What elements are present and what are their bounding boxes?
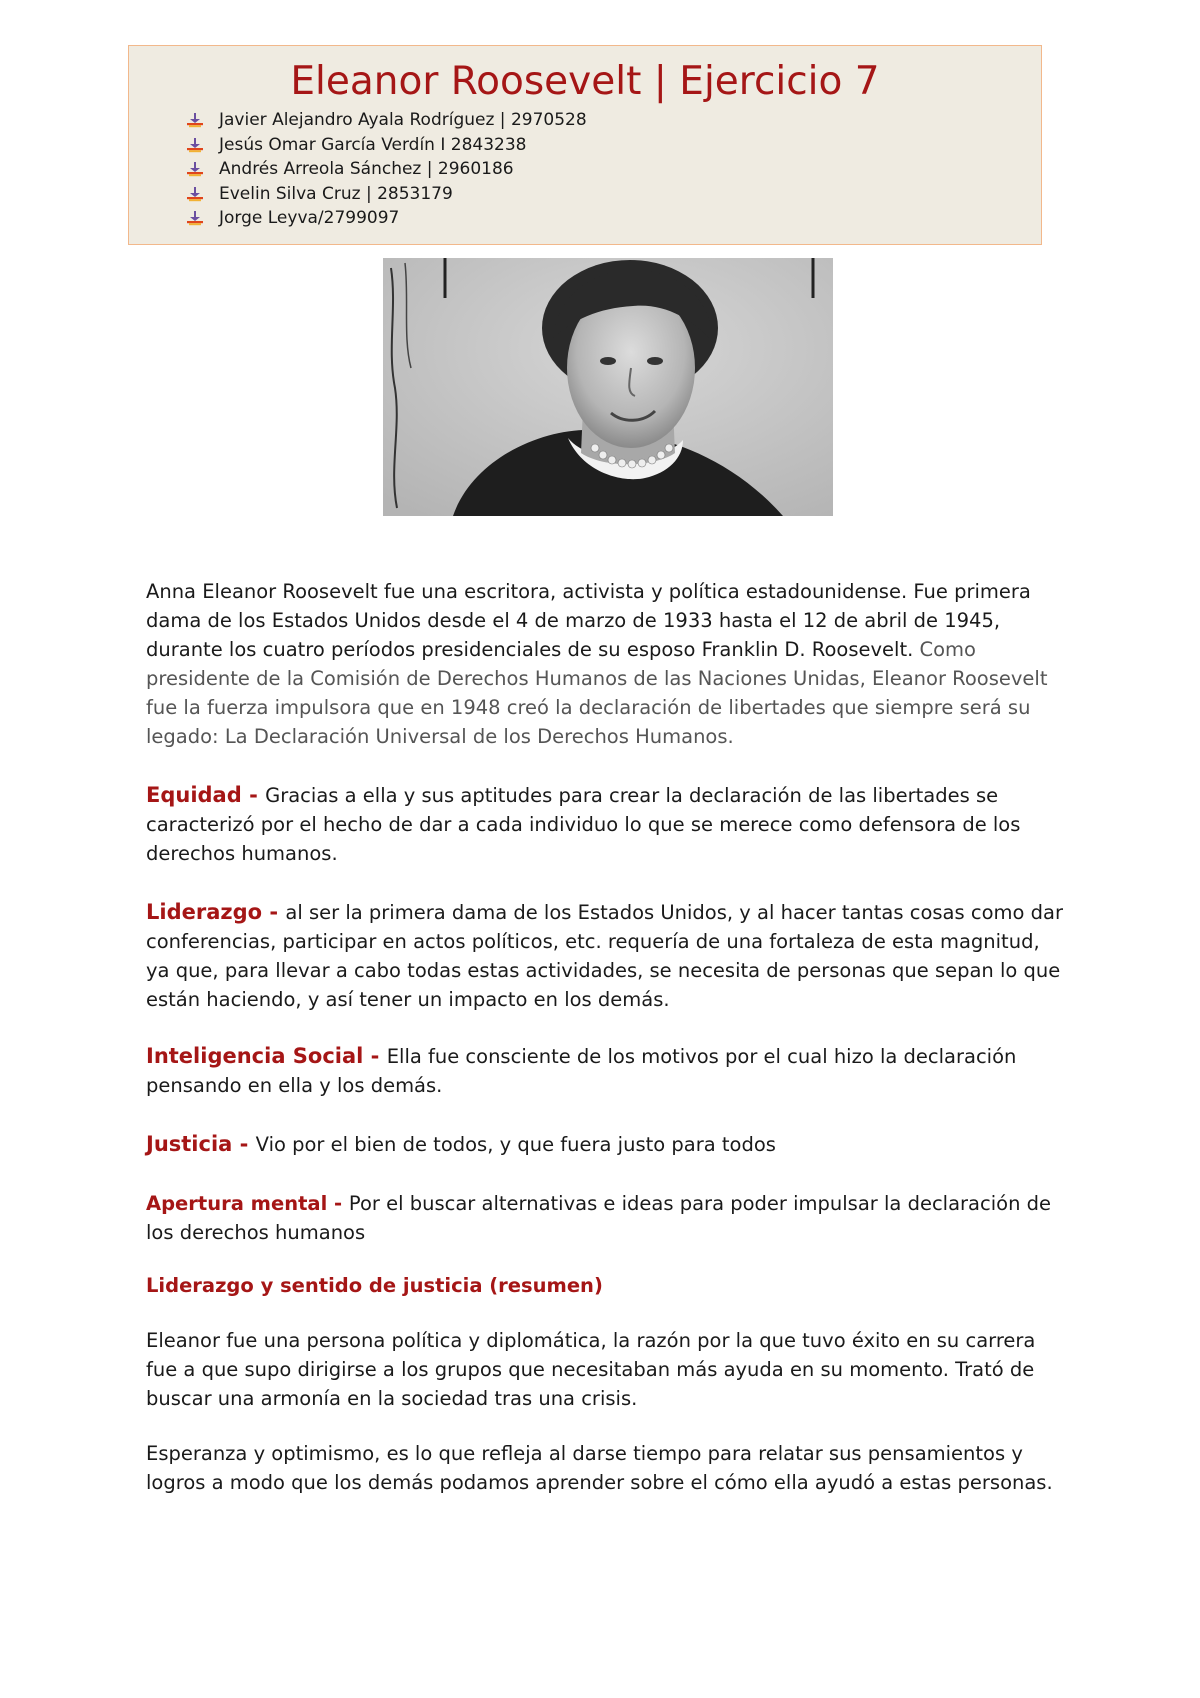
portrait-photo — [383, 258, 833, 516]
equidad-paragraph — [146, 781, 1066, 868]
justicia-text: Vio por el bien de todos, y que fuera justo para todos — [255, 1133, 776, 1156]
list-item — [185, 108, 587, 133]
list-item — [185, 206, 587, 231]
inteligencia-social-text: Ella fue consciente de los motivos por el cual hizo la declaración pensando en ella y los demás. — [146, 1045, 1017, 1097]
term-inteligencia-social: Inteligencia Social - — [146, 1044, 387, 1068]
member-name: Andrés Arreola Sánchez | 2960186 — [219, 159, 514, 179]
arrow-bullet-icon — [185, 113, 205, 128]
main-content — [146, 577, 1066, 1497]
liderazgo-paragraph — [146, 898, 1066, 1014]
member-name: Evelin Silva Cruz | 2853179 — [219, 183, 453, 204]
equidad-text: Gracias a ella y sus aptitudes para crear la declaración de las libertades se caracterizó por el hecho de dar a cada individuo lo que se merece como defensora de los derechos humanos. — [146, 784, 1021, 865]
arrow-bullet-icon — [185, 187, 205, 202]
member-name: Javier Alejandro Ayala Rodríguez | 2970528 — [219, 110, 587, 130]
list-item — [185, 182, 587, 207]
intro-text: Anna Eleanor Roosevelt fue una escritora, activista y política estadounidense. Fue primera dama de los Estados Unidos desde el 4 de marzo de 1933 hasta el 12 de abril de 1945, durante los cuatro períodos presidenciales de su esposo Franklin D. Roosevelt. — [146, 580, 1031, 661]
inteligencia-social-paragraph — [146, 1042, 1066, 1100]
apertura-mental-paragraph — [146, 1189, 1066, 1247]
member-name: Jesús Omar García Verdín I 2843238 — [219, 134, 527, 155]
term-liderazgo: Liderazgo - — [146, 900, 286, 924]
summary-paragraph-1: Eleanor fue una persona política y diplomática, la razón por la que tuvo éxito en su carrera fue a que supo dirigirse a los grupos que necesitaban más ayuda en su momento. Trató de buscar una armonía en la sociedad tras una crisis. — [146, 1329, 1036, 1410]
arrow-bullet-icon — [185, 138, 205, 153]
apertura-mental-text: Por el buscar alternativas e ideas para poder impulsar la declaración de los derechos humanos — [146, 1192, 1052, 1244]
intro-text-continued: Como presidente de la Comisión de Derechos Humanos de las Naciones Unidas, Eleanor Roosevelt fue la fuerza impulsora que en 1948 creó la declaración de libertades que siempre será su legado: La Declaración Universal de los Derechos Humanos. — [146, 638, 1048, 748]
page-title: Eleanor Roosevelt | Ejercicio 7 — [290, 59, 880, 104]
term-equidad: Equidad - — [146, 783, 266, 807]
list-item — [185, 157, 587, 182]
term-apertura-mental: Apertura mental - — [146, 1192, 349, 1215]
summary-paragraph-2: Esperanza y optimismo, es lo que refleja al darse tiempo para relatar sus pensamientos y logros a modo que los demás podamos aprender sobre el cómo ella ayudó a estas personas. — [146, 1442, 1053, 1494]
intro-paragraph — [146, 577, 1066, 751]
term-justicia: Justicia - — [146, 1132, 256, 1156]
summary-heading: Liderazgo y sentido de justicia (resumen) — [146, 1274, 603, 1297]
list-item — [185, 133, 587, 158]
liderazgo-text: al ser la primera dama de los Estados Unidos, y al hacer tantas cosas como dar conferencias, participar en actos políticos, etc. requería de una fortaleza de esta magnitud, ya que, para llevar a cabo todas estas actividades, se necesita de personas que sepan lo que están haciendo, y así tener un impacto en los demás. — [146, 901, 1063, 1011]
arrow-bullet-icon — [185, 162, 205, 177]
member-name: Jorge Leyva/2799097 — [219, 208, 400, 228]
header-box — [128, 45, 1042, 245]
arrow-bullet-icon — [185, 211, 205, 226]
justicia-paragraph — [146, 1130, 1066, 1159]
member-list — [185, 108, 587, 231]
